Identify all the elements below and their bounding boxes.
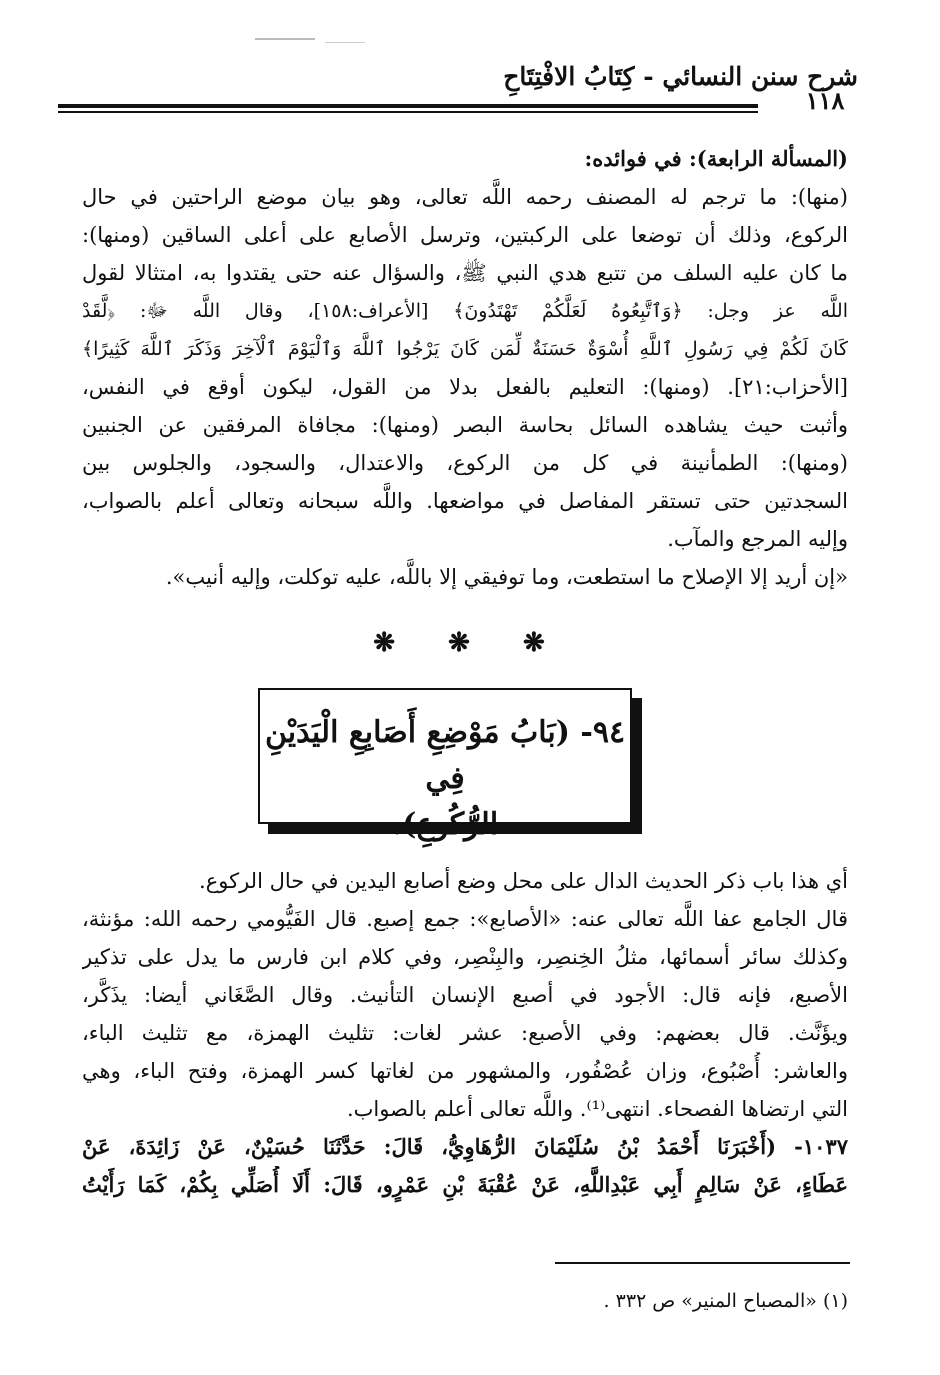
paragraph-line: وكذلك سائر أسمائها، مثلُ الخِنصِر، والبِنْصِر، وفي كلام ابن فارس ما يدل على تذكير <box>82 945 848 969</box>
chapter-heading-box <box>258 688 632 842</box>
paragraph-line: [الأحزاب:٢١]. (ومنها): التعليم بالفعل بدلا من القول، ليكون أوقع في النفس، <box>82 375 848 399</box>
chapter-heading-line: ٩٤- (بَابُ مَوْضِعِ أَصَابِعِ الْيَدَيْنِ فِي <box>264 715 626 796</box>
quran-line: اللَّه عز وجل: ﴿وَٱتَّبِعُوهُ لَعَلَّكُمْ تَهْتَدُونَ﴾ [الأعراف:١٥٨]، وقال اللَّه ﷻ: ﴿لَّقَدْ <box>82 300 848 322</box>
section-separator: ❋ ❋ ❋ <box>373 628 567 658</box>
closing-quote-line: «إن أريد إلا الإصلاح ما استطعت، وما توفيقي إلا باللَّه، عليه توكلت، وإليه أنيب». <box>165 565 848 589</box>
paragraph-line: التي ارتضاها الفصحاء. انتهى⁽¹⁾. واللَّه تعالى أعلم بالصواب. <box>346 1097 848 1121</box>
header-rule <box>58 111 758 113</box>
paragraph-line: (ومنها): الطمأنينة في كل من الركوع، والاعتدال، والسجود، والجلوس بين <box>82 451 848 475</box>
paragraph-line: ويؤَنَّث. قال بعضهم: وفي الأصبع: عشر لغات: تثليث الهمزة، مع تثليث الباء، <box>82 1021 848 1045</box>
paragraph-line: وأثبت حيث يشاهده السائل بحاسة البصر (ومنها): مجافاة المرفقين عن الجنبين <box>82 413 848 437</box>
paragraph-line: (منها): ما ترجم له المصنف رحمه اللَّه تعالى، وهو بيان موضع الراحتين في حال <box>82 185 848 209</box>
hadith-line: ١٠٣٧- (أَخْبَرَنَا أَحْمَدُ بْنُ سُلَيْمَانَ الرُّهَاوِيُّ، قَالَ: حَدَّثَنَا حُسَيْنٌ، عَنْ زَائِدَةَ، عَنْ <box>82 1134 848 1159</box>
section-benefits <box>82 140 848 596</box>
paragraph-line: وإليه المرجع والمآب. <box>667 527 848 551</box>
scan-mark <box>255 38 315 40</box>
header-rule <box>58 104 758 108</box>
paragraph-line: أي هذا باب ذكر الحديث الدال على محل وضع أصابع اليدين في حال الركوع. <box>199 869 848 893</box>
scan-mark <box>325 42 365 43</box>
running-header <box>58 62 858 96</box>
paragraph-line: ما كان عليه السلف من تتبع هدي النبي ﷺ، والسؤال عنه حتى يقتدوا به، امتثالا لقول <box>82 261 848 285</box>
quran-line: كَانَ لَكُمْ فِي رَسُولِ ٱللَّهِ أُسْوَةٌ حَسَنَةٌ لِّمَن كَانَ يَرْجُوا ٱللَّهَ وَٱلْيَوْمَ ٱلْآخِرَ وَذَكَرَ ٱللَّهَ كَثِيرًا﴾ <box>82 338 848 360</box>
paragraph-line: السجدتين حتى تستقر المفاصل في مواضعها. واللَّه سبحانه وتعالى أعلم بالصواب، <box>82 489 848 513</box>
footnote-rule <box>555 1262 850 1264</box>
paragraph-line: الأصبع، فإنه قال: الأجود في أصبع الإنسان التأنيث. وقال الصَّغَاني أيضا: يذَكَّر، <box>82 983 848 1007</box>
page-number: ١١٨ <box>805 86 845 115</box>
paragraph-line: والعاشر: أُصْبُوع، وزان عُصْفُور، والمشهور من لغاتها كسر الهمزة، وفتح الباء، وهي <box>82 1059 848 1083</box>
footnote: (١) «المصباح المنير» ص ٣٣٢ . <box>603 1290 848 1312</box>
paragraph-line: قال الجامع عفا اللَّه تعالى عنه: «الأصابع»: جمع إصبع. قال الفَيُّومي رحمه الله: مؤنثة، <box>82 907 848 931</box>
header-title: شرح سنن النسائي - كِتَابُ الافْتِتَاحِ <box>503 62 858 91</box>
hadith-line: عَطَاءٍ، عَنْ سَالِمٍ أَبِي عَبْدِاللَّهِ، عَنْ عُقْبَةَ بْنِ عَمْرٍو، قَالَ: أَلَا أُصَلِّي بِكُمْ، كَمَا رَأَيْتُ <box>82 1172 848 1197</box>
paragraph-line: (المسألة الرابعة): في فوائده: <box>584 146 848 171</box>
paragraph-line: الركوع، وذلك أن توضعا على الركبتين، وترسل الأصابع على أعلى الساقين (ومنها): <box>82 223 848 247</box>
section-chapter-body <box>82 862 848 1204</box>
chapter-heading-line: الرُّكُوعِ). <box>391 807 499 842</box>
